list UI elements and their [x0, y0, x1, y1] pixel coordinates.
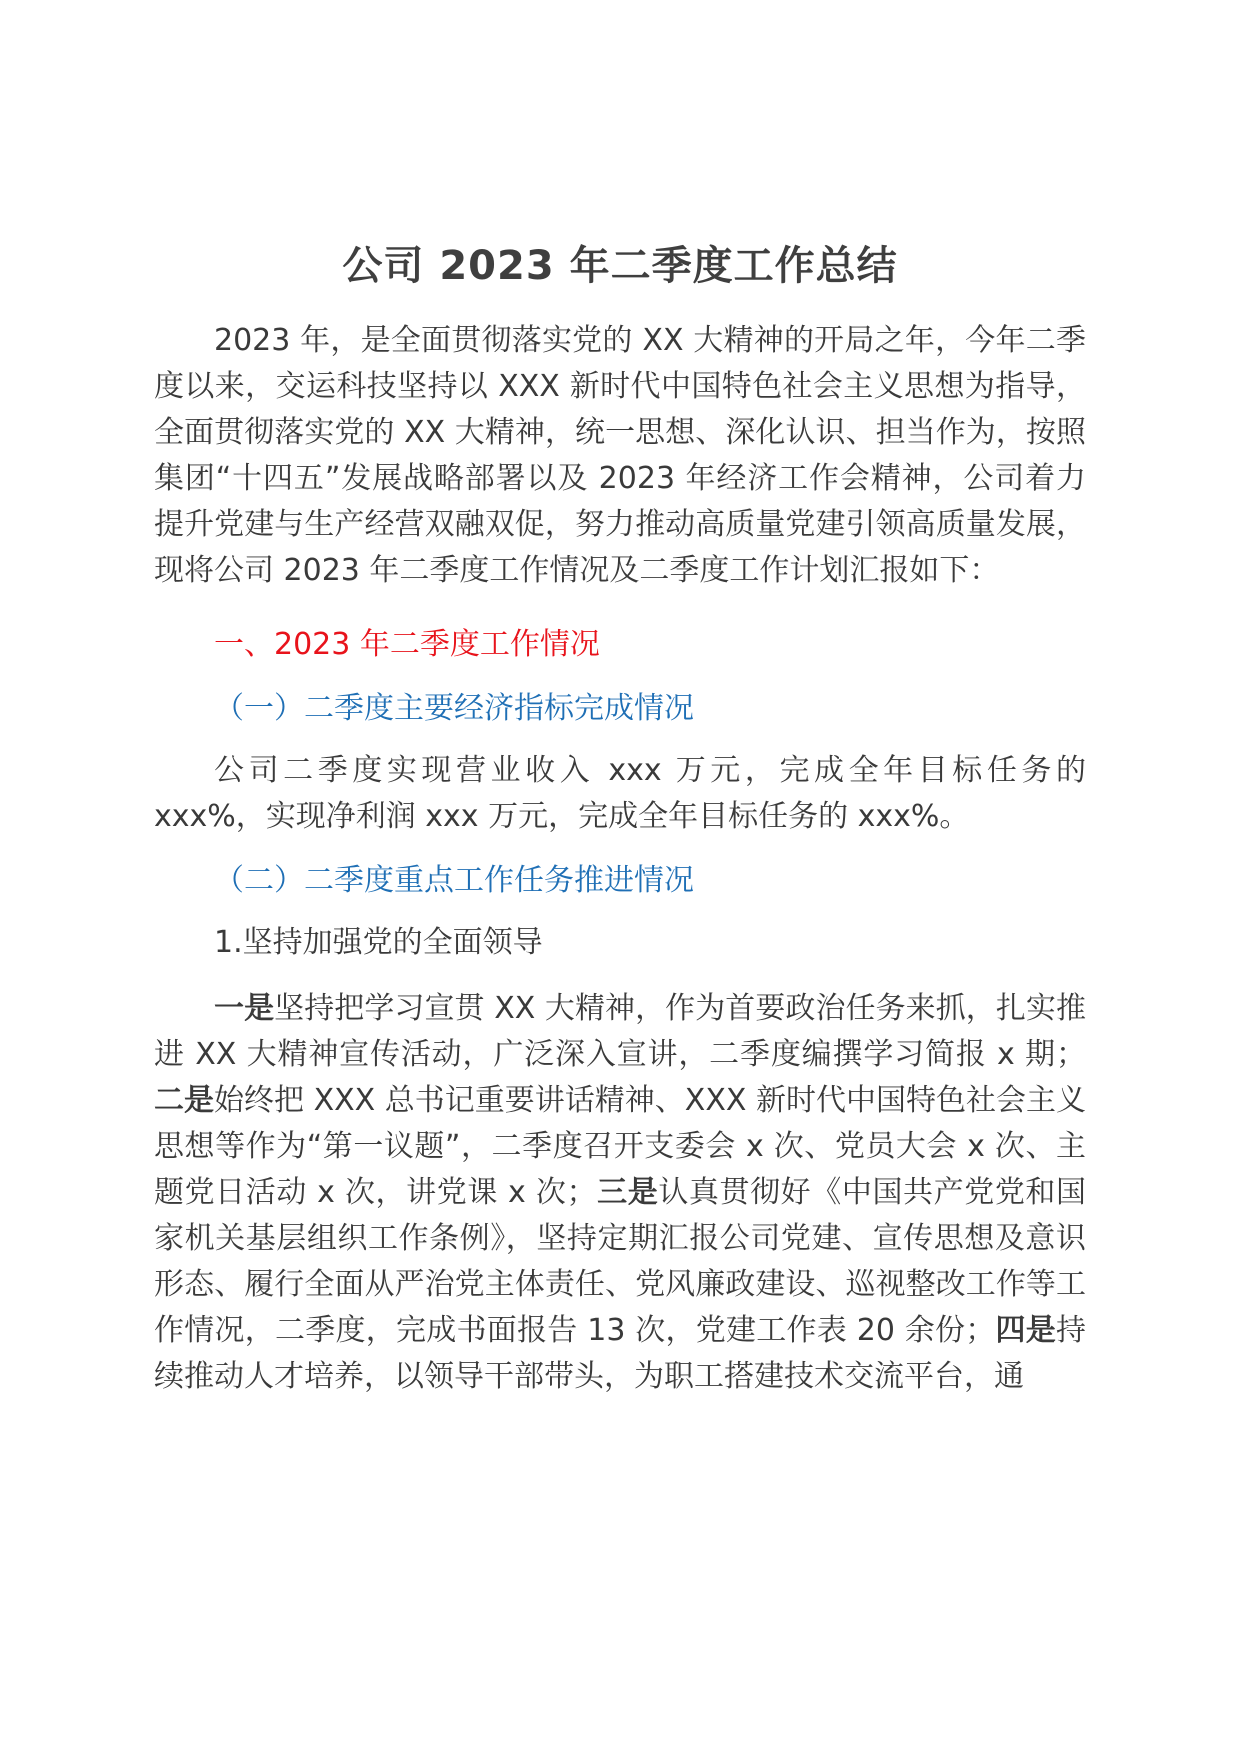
keyword-third: 三是	[596, 1175, 659, 1210]
intro-paragraph: 2023 年，是全面贯彻落实党的 XX 大精神的开局之年，今年二季度以来，交运科技坚持以 XXX 新时代中国特色社会主义思想为指导，全面贯彻落实党的 XX 大精神，统一思想、深化认识、担当作为，按照集团“十四五”发展战略部署以及 2023 年经济工作会精神，公司着力提升党建与生产经营双融双促，努力推动高质量党建引领高质量发展，现将公司 2023 年二季度工作情况及二季度工作计划汇报如下：	[154, 323, 1086, 588]
keyword-fourth: 四是	[995, 1313, 1056, 1348]
keyword-first: 一是	[214, 991, 275, 1026]
keyword-second: 二是	[154, 1083, 215, 1118]
document-page	[154, 236, 1086, 1400]
point-first-text: 坚持把学习宣贯 XX 大精神，作为首要政治任务来抓，扎实推进 XX 大精神宣传活动，广泛深入宣讲，二季度编撰学习简报 x 期；	[154, 991, 1086, 1072]
subsection-heading-2: （二）二季度重点工作任务推进情况	[214, 863, 694, 898]
item-title-party-leadership: 1.坚持加强党的全面领导	[214, 925, 543, 960]
document-title: 公司 2023 年二季度工作总结	[342, 243, 898, 289]
section-heading-1: 一、2023 年二季度工作情况	[214, 627, 600, 662]
economic-indicators-paragraph: 公司二季度实现营业收入 xxx 万元，完成全年目标任务的 xxx%，实现净利润 xxx 万元，完成全年目标任务的 xxx%。	[154, 753, 1086, 834]
point-fourth-text: 持续推动人才培养，以领导干部带头，为职工搭建技术交流平台，通	[154, 1313, 1086, 1394]
point-third-text: 认真贯彻好《中国共产党党和国家机关基层组织工作条例》，坚持定期汇报公司党建、宣传思想及意识形态、履行全面从严治党主体责任、党风廉政建设、巡视整改工作等工作情况，二季度，完成书面报告 13 次，党建工作表 20 余份；	[154, 1175, 1087, 1348]
point-second-text: 始终把 XXX 总书记重要讲话精神、XXX 新时代中国特色社会主义思想等作为“第一议题”，二季度召开支委会 x 次、党员大会 x 次、主题党日活动 x 次，讲党课 x 次；	[154, 1083, 1087, 1210]
party-leadership-paragraph	[154, 986, 1086, 1400]
subsection-heading-1: （一）二季度主要经济指标完成情况	[214, 691, 694, 726]
